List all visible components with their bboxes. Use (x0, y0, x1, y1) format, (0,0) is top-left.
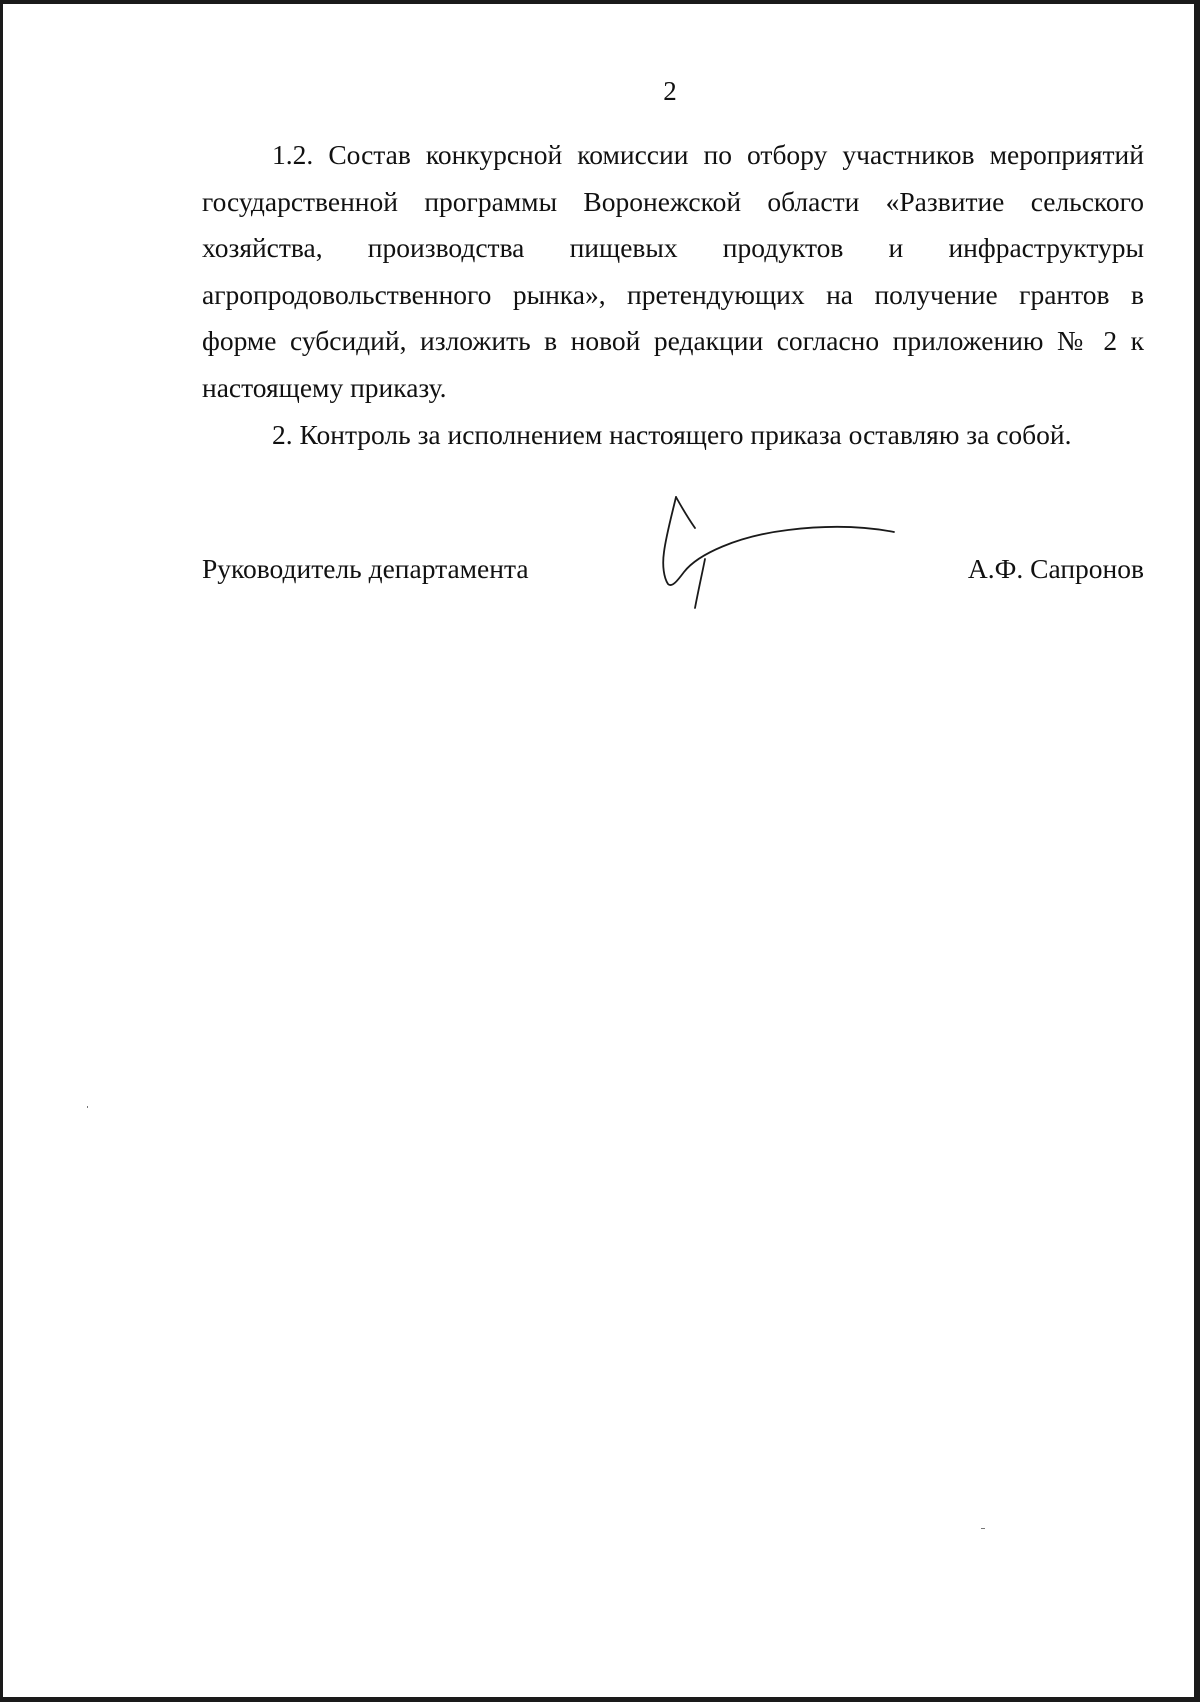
paragraph-1-2 (202, 132, 1144, 412)
paragraph-line: 1.2. Состав конкурсной комиссии по отбору участников мероприятий (272, 139, 1144, 170)
paragraph-line: агропродовольственного рынка», претендующих на получение грантов в (202, 278, 1144, 310)
paragraph-line: настоящему приказу. (202, 371, 447, 403)
paragraph-2: 2. Контроль за исполнением настоящего приказа оставляю за собой. (272, 418, 1072, 450)
paragraph-line: форме субсидий, изложить в новой редакции согласно приложению № 2 к (202, 325, 1144, 357)
signatory-position: Руководитель департамента (202, 553, 529, 584)
scan-speck (87, 1106, 88, 1108)
document-body (202, 132, 1144, 458)
page-number: 2 (663, 76, 677, 106)
signature-block (202, 552, 1144, 592)
scan-speck (981, 1528, 985, 1529)
paragraph-line: хозяйства, производства пищевых продуктов и инфраструктуры (202, 232, 1144, 264)
signatory-name: А.Ф. Сапронов (967, 553, 1144, 584)
paragraph-line: государственной программы Воронежской области «Развитие сельского (202, 185, 1144, 217)
